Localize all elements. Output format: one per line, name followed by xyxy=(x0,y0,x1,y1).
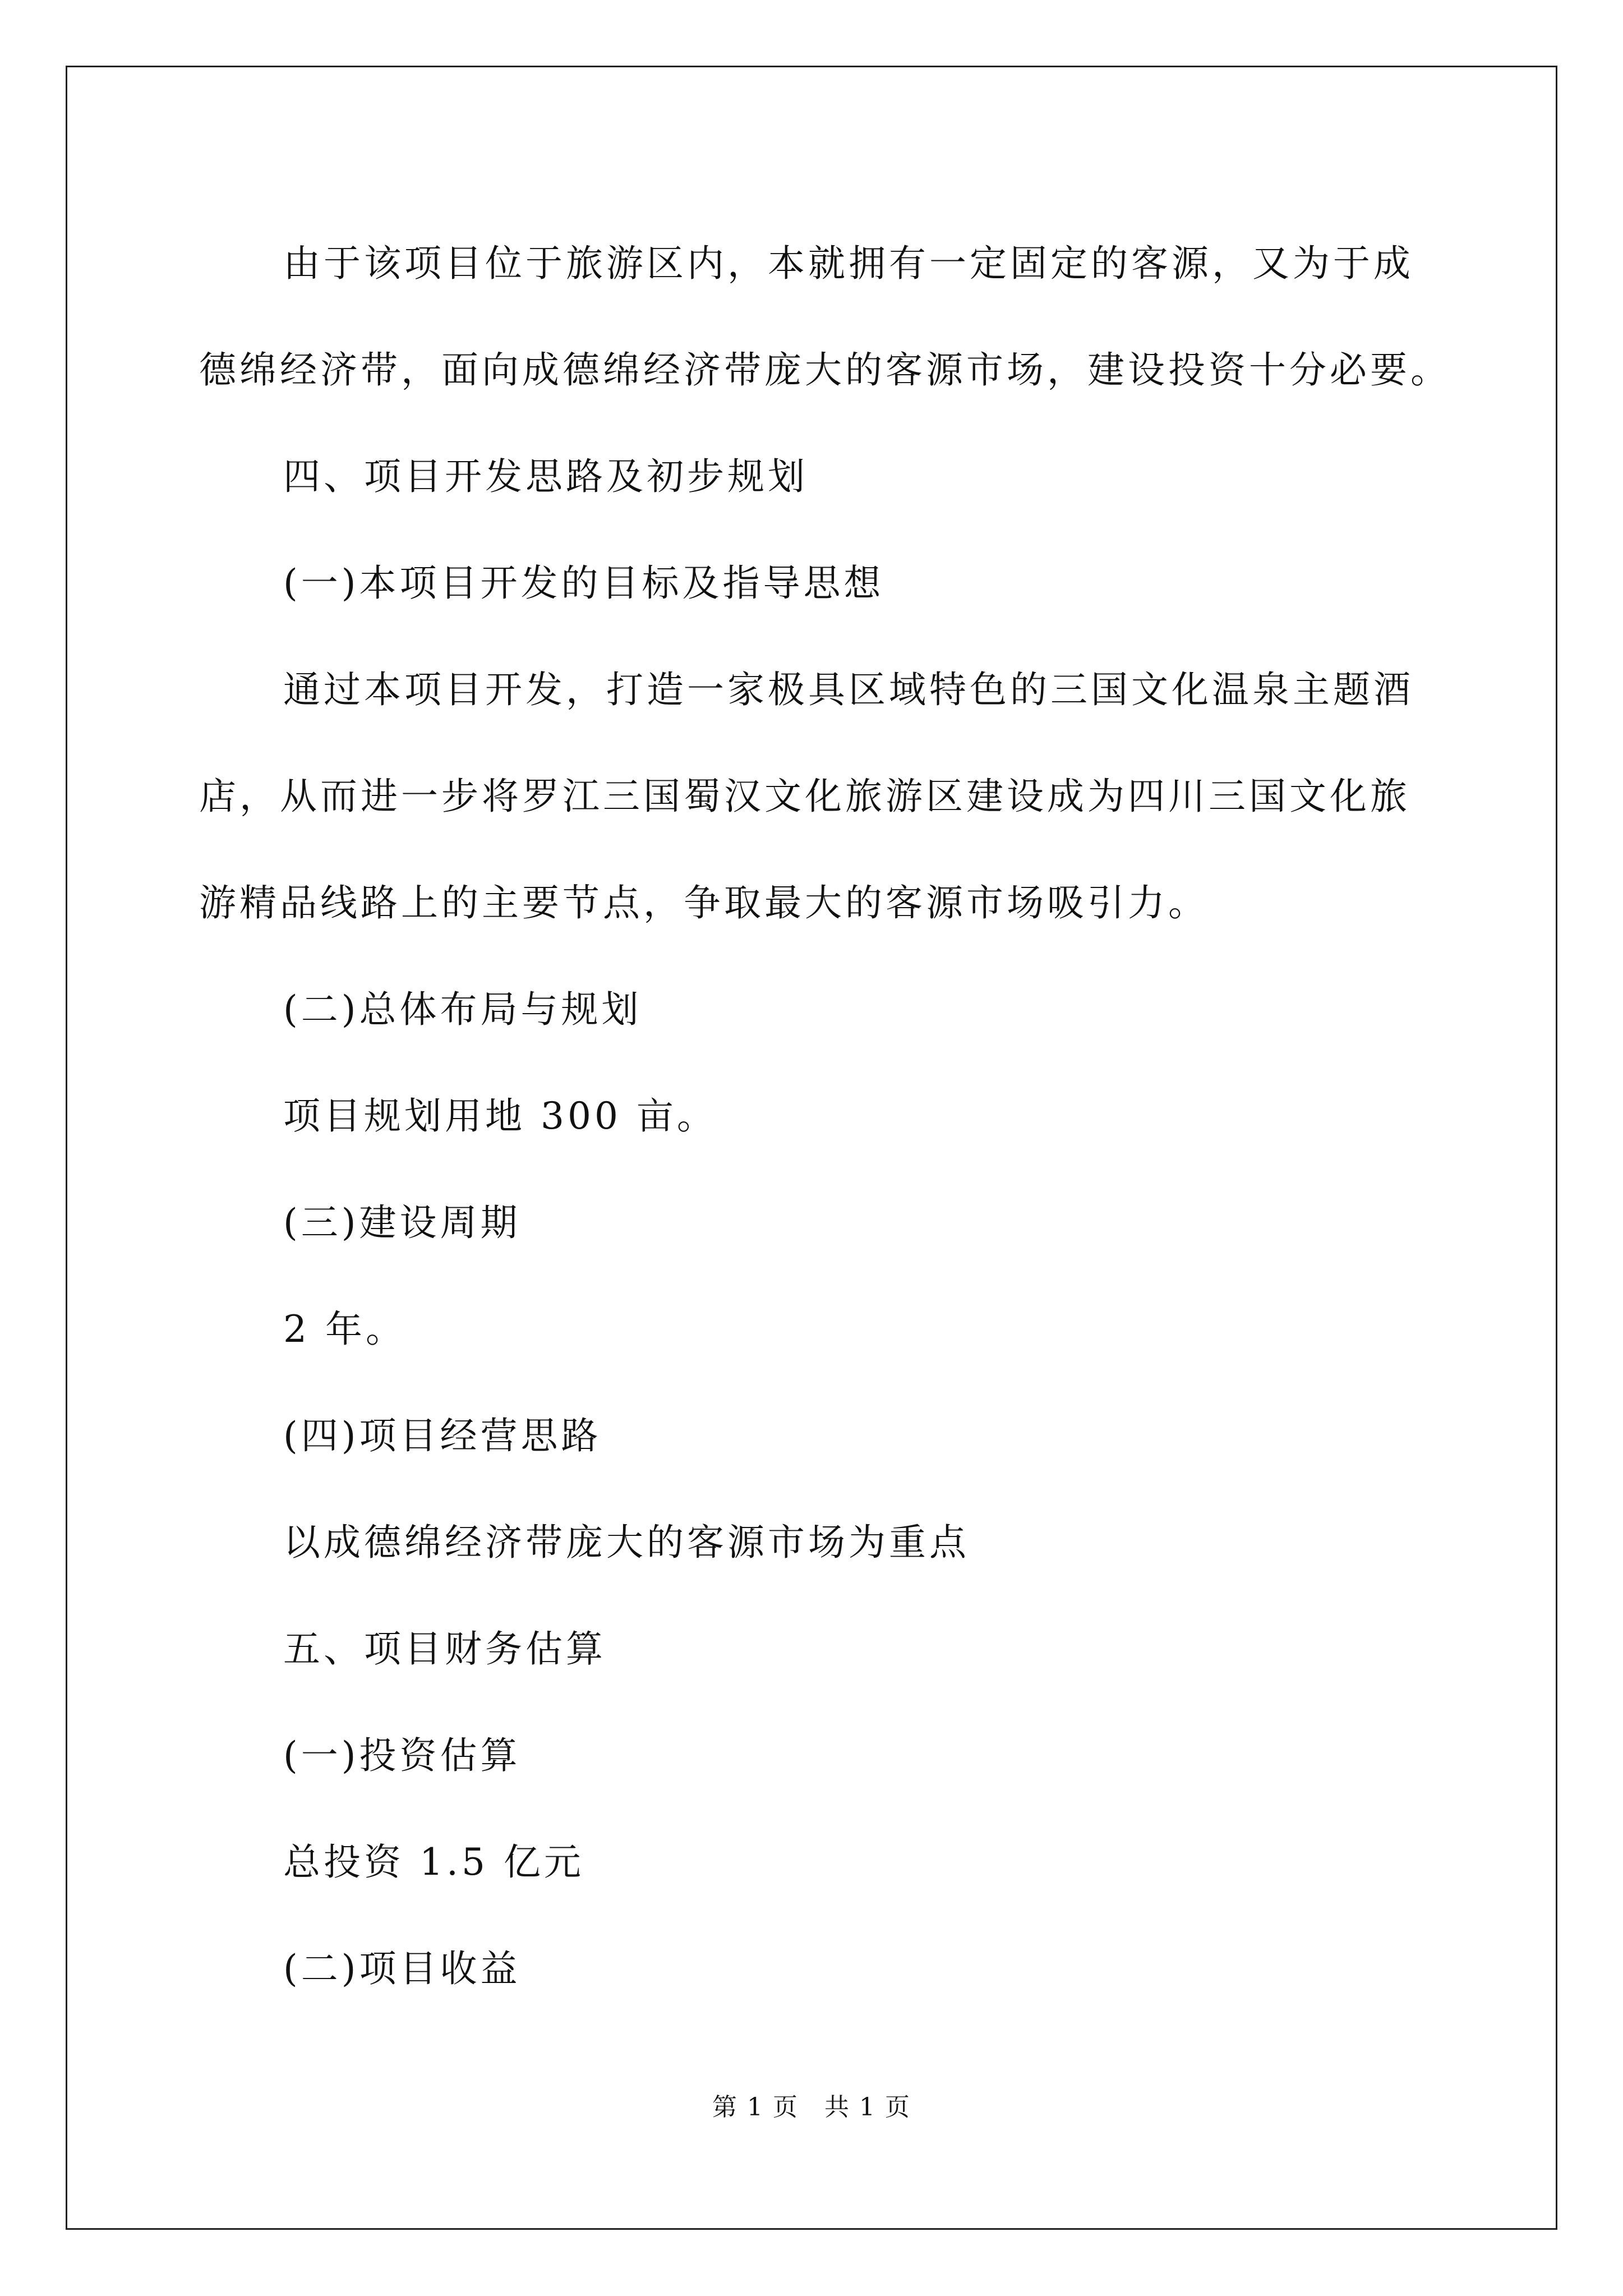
subsection-heading: (三)建设周期 xyxy=(283,1201,521,1244)
subsection-heading: (二)总体布局与规划 xyxy=(283,988,642,1031)
paragraph-line: 2 年。 xyxy=(283,1308,406,1351)
paragraph-line: 由于该项目位于旅游区内，本就拥有一定固定的客源，又为于成 xyxy=(283,242,1414,285)
paragraph-line: 以成德绵经济带庞大的客源市场为重点 xyxy=(283,1521,970,1564)
paragraph-line: 店，从而进一步将罗江三国蜀汉文化旅游区建设成为四川三国文化旅 xyxy=(199,775,1410,818)
paragraph-line: 游精品线路上的主要节点，争取最大的客源市场吸引力。 xyxy=(199,881,1209,924)
section-heading: 五、项目财务估算 xyxy=(283,1627,606,1671)
subsection-heading: (四)项目经营思路 xyxy=(283,1414,602,1457)
paragraph-line: 项目规划用地 300 亩。 xyxy=(283,1094,717,1138)
paragraph-line: 德绵经济带，面向成德绵经济带庞大的客源市场，建设投资十分必要。 xyxy=(199,348,1451,392)
subsection-heading: (二)项目收益 xyxy=(283,1947,521,1990)
document-body xyxy=(199,210,1451,2022)
section-heading: 四、项目开发思路及初步规划 xyxy=(283,455,808,498)
paragraph-line: 通过本项目开发，打造一家极具区域特色的三国文化温泉主题酒 xyxy=(283,668,1414,711)
paragraph-line: 总投资 1.5 亿元 xyxy=(283,1841,584,1884)
subsection-heading: (一)本项目开发的目标及指导思想 xyxy=(283,562,884,605)
subsection-heading: (一)投资估算 xyxy=(283,1734,521,1777)
page-number-footer: 第 1 页 共 1 页 xyxy=(712,2093,911,2122)
